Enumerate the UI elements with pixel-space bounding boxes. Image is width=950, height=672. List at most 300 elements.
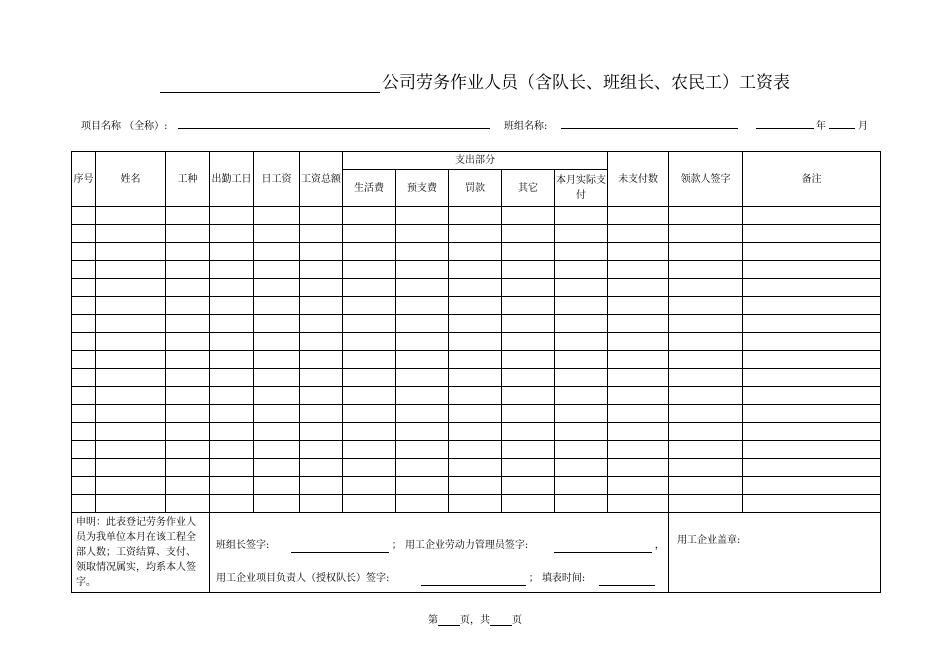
table-cell[interactable] xyxy=(96,405,166,423)
table-cell[interactable] xyxy=(343,261,396,279)
table-cell[interactable] xyxy=(396,315,449,333)
table-cell[interactable] xyxy=(72,495,96,513)
table-cell[interactable] xyxy=(502,297,555,315)
table-cell[interactable] xyxy=(210,459,254,477)
table-cell[interactable] xyxy=(210,351,254,369)
table-cell[interactable] xyxy=(743,423,881,441)
table-cell[interactable] xyxy=(608,225,669,243)
table-cell[interactable] xyxy=(254,207,300,225)
table-cell[interactable] xyxy=(502,495,555,513)
table-cell[interactable] xyxy=(254,495,300,513)
table-cell[interactable] xyxy=(669,441,743,459)
table-cell[interactable] xyxy=(72,207,96,225)
table-cell[interactable] xyxy=(166,459,210,477)
table-cell[interactable] xyxy=(210,315,254,333)
table-cell[interactable] xyxy=(72,459,96,477)
table-row xyxy=(72,315,881,333)
separator: ； xyxy=(391,540,402,551)
page-prefix: 第 xyxy=(428,615,438,626)
table-cell[interactable] xyxy=(396,333,449,351)
table-cell[interactable] xyxy=(254,441,300,459)
page-suffix: 页 xyxy=(512,615,522,626)
table-cell[interactable] xyxy=(449,207,502,225)
signature-cell xyxy=(210,513,669,593)
table-cell[interactable] xyxy=(343,225,396,243)
table-row xyxy=(72,207,881,225)
table-cell[interactable] xyxy=(743,369,881,387)
table-cell[interactable] xyxy=(669,351,743,369)
table-cell[interactable] xyxy=(72,387,96,405)
col-daily-wage: 日工资 xyxy=(254,152,300,207)
table-cell[interactable] xyxy=(396,225,449,243)
col-expense-group: 支出部分 xyxy=(343,152,608,170)
table-cell[interactable] xyxy=(210,369,254,387)
table-cell[interactable] xyxy=(669,279,743,297)
table-cell[interactable] xyxy=(396,477,449,495)
table-cell[interactable] xyxy=(210,441,254,459)
table-cell[interactable] xyxy=(669,225,743,243)
table-cell[interactable] xyxy=(96,477,166,495)
table-cell[interactable] xyxy=(555,405,608,423)
table-cell[interactable] xyxy=(743,315,881,333)
table-cell[interactable] xyxy=(254,243,300,261)
table-cell[interactable] xyxy=(449,315,502,333)
table-cell[interactable] xyxy=(300,423,343,441)
table-cell[interactable] xyxy=(608,351,669,369)
year-blank[interactable] xyxy=(756,117,814,129)
col-receiver-sign: 领款人签字 xyxy=(669,152,743,207)
table-cell[interactable] xyxy=(72,351,96,369)
table-cell[interactable] xyxy=(72,261,96,279)
table-cell[interactable] xyxy=(166,315,210,333)
col-actual-paid: 本月实际支付 xyxy=(555,170,608,207)
table-cell[interactable] xyxy=(555,225,608,243)
table-cell[interactable] xyxy=(254,279,300,297)
table-cell[interactable] xyxy=(72,477,96,495)
table-cell[interactable] xyxy=(300,459,343,477)
table-cell[interactable] xyxy=(743,351,881,369)
table-cell[interactable] xyxy=(396,243,449,261)
table-cell[interactable] xyxy=(300,351,343,369)
table-cell[interactable] xyxy=(449,369,502,387)
table-cell[interactable] xyxy=(555,207,608,225)
company-name-blank[interactable] xyxy=(160,74,380,93)
table-cell[interactable] xyxy=(743,459,881,477)
team-name-blank[interactable] xyxy=(561,117,738,129)
table-row xyxy=(72,261,881,279)
table-cell[interactable] xyxy=(96,369,166,387)
table-cell[interactable] xyxy=(449,243,502,261)
table-cell[interactable] xyxy=(96,387,166,405)
table-cell[interactable] xyxy=(608,297,669,315)
table-cell[interactable] xyxy=(743,495,881,513)
page-mid: 页，共 xyxy=(460,615,490,626)
table-cell[interactable] xyxy=(449,405,502,423)
table-cell[interactable] xyxy=(343,207,396,225)
table-cell[interactable] xyxy=(166,297,210,315)
sheet-title xyxy=(0,68,950,93)
table-cell[interactable] xyxy=(166,495,210,513)
table-cell[interactable] xyxy=(166,225,210,243)
table-cell[interactable] xyxy=(502,243,555,261)
col-remark: 备注 xyxy=(743,152,881,207)
table-cell[interactable] xyxy=(502,315,555,333)
project-lead-sign-blank[interactable] xyxy=(421,574,526,586)
table-cell[interactable] xyxy=(343,351,396,369)
table-cell[interactable] xyxy=(396,369,449,387)
month-label: 月 xyxy=(858,121,868,132)
table-cell[interactable] xyxy=(300,405,343,423)
table-cell[interactable] xyxy=(254,423,300,441)
table-cell[interactable] xyxy=(449,477,502,495)
statement-text: 申明：此表登记劳务作业人员为我单位本月在该工程全部人数；工资结算、支付、领取情况属实，均系本人签字。 xyxy=(72,513,210,593)
table-cell[interactable] xyxy=(502,441,555,459)
page-indicator xyxy=(0,611,950,626)
table-cell[interactable] xyxy=(343,459,396,477)
table-cell[interactable] xyxy=(166,477,210,495)
table-cell[interactable] xyxy=(210,495,254,513)
table-cell[interactable] xyxy=(669,297,743,315)
table-cell[interactable] xyxy=(210,477,254,495)
table-cell[interactable] xyxy=(555,315,608,333)
footer-row xyxy=(72,513,881,593)
table-cell[interactable] xyxy=(166,351,210,369)
table-cell[interactable] xyxy=(396,423,449,441)
table-cell[interactable] xyxy=(502,405,555,423)
table-cell[interactable] xyxy=(300,225,343,243)
table-cell[interactable] xyxy=(396,351,449,369)
table-cell[interactable] xyxy=(608,207,669,225)
table-cell[interactable] xyxy=(96,423,166,441)
table-cell[interactable] xyxy=(743,333,881,351)
month-blank[interactable] xyxy=(829,117,855,129)
table-cell[interactable] xyxy=(669,315,743,333)
table-cell[interactable] xyxy=(743,441,881,459)
project-name-blank[interactable] xyxy=(178,117,490,129)
table-cell[interactable] xyxy=(96,441,166,459)
table-row xyxy=(72,495,881,513)
table-cell[interactable] xyxy=(743,225,881,243)
team-leader-sign-blank[interactable] xyxy=(291,541,389,553)
table-cell[interactable] xyxy=(343,279,396,297)
col-advance: 预支费 xyxy=(396,170,449,207)
table-cell[interactable] xyxy=(96,459,166,477)
table-cell[interactable] xyxy=(300,279,343,297)
table-cell[interactable] xyxy=(210,279,254,297)
col-unpaid: 未支付数 xyxy=(608,152,669,207)
table-row xyxy=(72,369,881,387)
table-cell[interactable] xyxy=(343,315,396,333)
team-leader-sign-label: 班组长签字: xyxy=(216,540,270,551)
table-cell[interactable] xyxy=(608,315,669,333)
table-cell[interactable] xyxy=(396,207,449,225)
table-row xyxy=(72,387,881,405)
table-cell[interactable] xyxy=(396,279,449,297)
table-row xyxy=(72,423,881,441)
table-cell[interactable] xyxy=(166,279,210,297)
table-cell[interactable] xyxy=(502,351,555,369)
col-living: 生活费 xyxy=(343,170,396,207)
project-lead-sign-label: 用工企业项目负责人（授权队长）签字: xyxy=(216,573,390,584)
table-cell[interactable] xyxy=(254,459,300,477)
table-cell[interactable] xyxy=(343,387,396,405)
table-cell[interactable] xyxy=(555,495,608,513)
table-cell[interactable] xyxy=(555,441,608,459)
table-cell[interactable] xyxy=(254,387,300,405)
table-cell[interactable] xyxy=(210,333,254,351)
table-cell[interactable] xyxy=(96,243,166,261)
table-cell[interactable] xyxy=(96,495,166,513)
company-seal-label: 用工企业盖章: xyxy=(677,535,741,546)
table-cell[interactable] xyxy=(343,297,396,315)
table-cell[interactable] xyxy=(396,261,449,279)
table-cell[interactable] xyxy=(96,279,166,297)
table-cell[interactable] xyxy=(743,387,881,405)
table-cell[interactable] xyxy=(608,261,669,279)
table-cell[interactable] xyxy=(608,459,669,477)
table-row xyxy=(72,279,881,297)
table-cell[interactable] xyxy=(300,297,343,315)
table-cell[interactable] xyxy=(743,477,881,495)
table-cell[interactable] xyxy=(72,441,96,459)
table-cell[interactable] xyxy=(300,243,343,261)
table-row xyxy=(72,477,881,495)
table-cell[interactable] xyxy=(72,315,96,333)
table-cell[interactable] xyxy=(210,261,254,279)
table-cell[interactable] xyxy=(396,459,449,477)
table-cell[interactable] xyxy=(254,297,300,315)
table-cell[interactable] xyxy=(300,477,343,495)
table-cell[interactable] xyxy=(449,495,502,513)
table-cell[interactable] xyxy=(396,297,449,315)
table-cell[interactable] xyxy=(300,261,343,279)
table-cell[interactable] xyxy=(669,261,743,279)
table-cell[interactable] xyxy=(166,333,210,351)
table-cell[interactable] xyxy=(502,369,555,387)
year-label: 年 xyxy=(816,121,826,132)
table-cell[interactable] xyxy=(396,405,449,423)
table-cell[interactable] xyxy=(210,225,254,243)
header-row-1 xyxy=(72,152,881,170)
table-cell[interactable] xyxy=(210,387,254,405)
table-cell[interactable] xyxy=(449,423,502,441)
col-trade: 工种 xyxy=(166,152,210,207)
table-cell[interactable] xyxy=(254,225,300,243)
table-cell[interactable] xyxy=(343,441,396,459)
table-row xyxy=(72,351,881,369)
table-cell[interactable] xyxy=(343,423,396,441)
table-cell[interactable] xyxy=(743,261,881,279)
table-cell[interactable] xyxy=(555,387,608,405)
table-cell[interactable] xyxy=(449,387,502,405)
table-cell[interactable] xyxy=(166,261,210,279)
table-cell[interactable] xyxy=(300,333,343,351)
table-cell[interactable] xyxy=(96,333,166,351)
table-cell[interactable] xyxy=(72,369,96,387)
table-row xyxy=(72,459,881,477)
table-cell[interactable] xyxy=(555,297,608,315)
table-cell[interactable] xyxy=(72,225,96,243)
table-cell[interactable] xyxy=(555,369,608,387)
table-cell[interactable] xyxy=(743,279,881,297)
table-cell[interactable] xyxy=(669,207,743,225)
table-row xyxy=(72,297,881,315)
table-cell[interactable] xyxy=(72,243,96,261)
table-cell[interactable] xyxy=(502,387,555,405)
table-cell[interactable] xyxy=(396,441,449,459)
table-cell[interactable] xyxy=(669,243,743,261)
table-cell[interactable] xyxy=(502,225,555,243)
table-cell[interactable] xyxy=(210,243,254,261)
table-cell[interactable] xyxy=(72,333,96,351)
table-cell[interactable] xyxy=(743,243,881,261)
table-cell[interactable] xyxy=(343,369,396,387)
table-cell[interactable] xyxy=(166,405,210,423)
col-other: 其它 xyxy=(502,170,555,207)
table-cell[interactable] xyxy=(608,333,669,351)
table-cell[interactable] xyxy=(72,297,96,315)
table-cell[interactable] xyxy=(254,405,300,423)
table-cell[interactable] xyxy=(210,423,254,441)
table-cell[interactable] xyxy=(254,261,300,279)
table-cell[interactable] xyxy=(502,279,555,297)
project-name-label: 项目名称 （全称）: xyxy=(81,121,168,132)
table-row xyxy=(72,333,881,351)
table-cell[interactable] xyxy=(254,477,300,495)
table-cell[interactable] xyxy=(449,279,502,297)
table-cell[interactable] xyxy=(166,423,210,441)
table-cell[interactable] xyxy=(96,315,166,333)
table-cell[interactable] xyxy=(669,495,743,513)
table-cell[interactable] xyxy=(449,261,502,279)
table-cell[interactable] xyxy=(669,333,743,351)
table-cell[interactable] xyxy=(449,441,502,459)
table-cell[interactable] xyxy=(96,261,166,279)
table-cell[interactable] xyxy=(502,261,555,279)
table-cell[interactable] xyxy=(555,351,608,369)
table-cell[interactable] xyxy=(608,405,669,423)
table-cell[interactable] xyxy=(343,243,396,261)
table-cell[interactable] xyxy=(555,261,608,279)
table-cell[interactable] xyxy=(608,441,669,459)
table-cell[interactable] xyxy=(166,369,210,387)
col-fine: 罚款 xyxy=(449,170,502,207)
separator: ； xyxy=(528,573,539,584)
table-cell[interactable] xyxy=(669,423,743,441)
table-cell[interactable] xyxy=(343,477,396,495)
table-cell[interactable] xyxy=(555,423,608,441)
table-cell[interactable] xyxy=(300,207,343,225)
wage-table xyxy=(71,151,881,593)
labor-manager-sign-blank[interactable] xyxy=(554,541,652,553)
fill-date-blank[interactable] xyxy=(599,574,655,586)
table-cell[interactable] xyxy=(555,279,608,297)
title-text: 公司劳务作业人员（含队长、班组长、农民工）工资表 xyxy=(382,73,790,93)
table-cell[interactable] xyxy=(72,423,96,441)
table-cell[interactable] xyxy=(396,387,449,405)
table-cell[interactable] xyxy=(669,387,743,405)
col-seq: 序号 xyxy=(72,152,96,207)
table-cell[interactable] xyxy=(743,297,881,315)
table-cell[interactable] xyxy=(72,279,96,297)
table-cell[interactable] xyxy=(210,405,254,423)
table-cell[interactable] xyxy=(343,333,396,351)
table-row xyxy=(72,441,881,459)
page-total-blank[interactable] xyxy=(490,615,512,626)
table-cell[interactable] xyxy=(608,243,669,261)
table-cell[interactable] xyxy=(254,315,300,333)
table-cell[interactable] xyxy=(254,333,300,351)
table-cell[interactable] xyxy=(608,279,669,297)
table-cell[interactable] xyxy=(300,369,343,387)
table-cell[interactable] xyxy=(449,351,502,369)
table-cell[interactable] xyxy=(96,351,166,369)
table-cell[interactable] xyxy=(449,459,502,477)
table-cell[interactable] xyxy=(449,225,502,243)
table-cell[interactable] xyxy=(300,441,343,459)
table-cell[interactable] xyxy=(743,405,881,423)
table-cell[interactable] xyxy=(555,477,608,495)
labor-manager-sign-label: 用工企业劳动力管理员签字: xyxy=(404,540,529,551)
table-cell[interactable] xyxy=(96,225,166,243)
table-cell[interactable] xyxy=(608,423,669,441)
table-cell[interactable] xyxy=(396,495,449,513)
table-cell[interactable] xyxy=(502,477,555,495)
table-cell[interactable] xyxy=(166,387,210,405)
table-cell[interactable] xyxy=(555,243,608,261)
table-cell[interactable] xyxy=(743,207,881,225)
table-cell[interactable] xyxy=(300,495,343,513)
table-cell[interactable] xyxy=(210,297,254,315)
table-cell[interactable] xyxy=(502,459,555,477)
table-cell[interactable] xyxy=(254,351,300,369)
table-cell[interactable] xyxy=(555,333,608,351)
table-cell[interactable] xyxy=(669,405,743,423)
table-cell[interactable] xyxy=(72,405,96,423)
table-cell[interactable] xyxy=(343,405,396,423)
table-row xyxy=(72,243,881,261)
table-row xyxy=(72,225,881,243)
table-cell[interactable] xyxy=(502,333,555,351)
table-row xyxy=(72,405,881,423)
table-cell[interactable] xyxy=(608,477,669,495)
table-cell[interactable] xyxy=(608,369,669,387)
table-cell[interactable] xyxy=(254,369,300,387)
table-cell[interactable] xyxy=(608,387,669,405)
table-cell[interactable] xyxy=(555,459,608,477)
table-cell[interactable] xyxy=(300,315,343,333)
table-cell[interactable] xyxy=(166,441,210,459)
page-number-blank[interactable] xyxy=(438,615,460,626)
table-cell[interactable] xyxy=(96,207,166,225)
table-cell[interactable] xyxy=(210,207,254,225)
table-cell[interactable] xyxy=(502,207,555,225)
table-cell[interactable] xyxy=(300,387,343,405)
table-cell[interactable] xyxy=(669,369,743,387)
table-cell[interactable] xyxy=(449,297,502,315)
table-cell[interactable] xyxy=(669,477,743,495)
table-cell[interactable] xyxy=(166,207,210,225)
table-cell[interactable] xyxy=(669,459,743,477)
table-cell[interactable] xyxy=(502,423,555,441)
table-cell[interactable] xyxy=(96,297,166,315)
col-name: 姓名 xyxy=(96,152,166,207)
table-cell[interactable] xyxy=(608,495,669,513)
table-cell[interactable] xyxy=(449,333,502,351)
table-cell[interactable] xyxy=(343,495,396,513)
signature-line-2 xyxy=(216,571,655,586)
table-cell[interactable] xyxy=(166,243,210,261)
